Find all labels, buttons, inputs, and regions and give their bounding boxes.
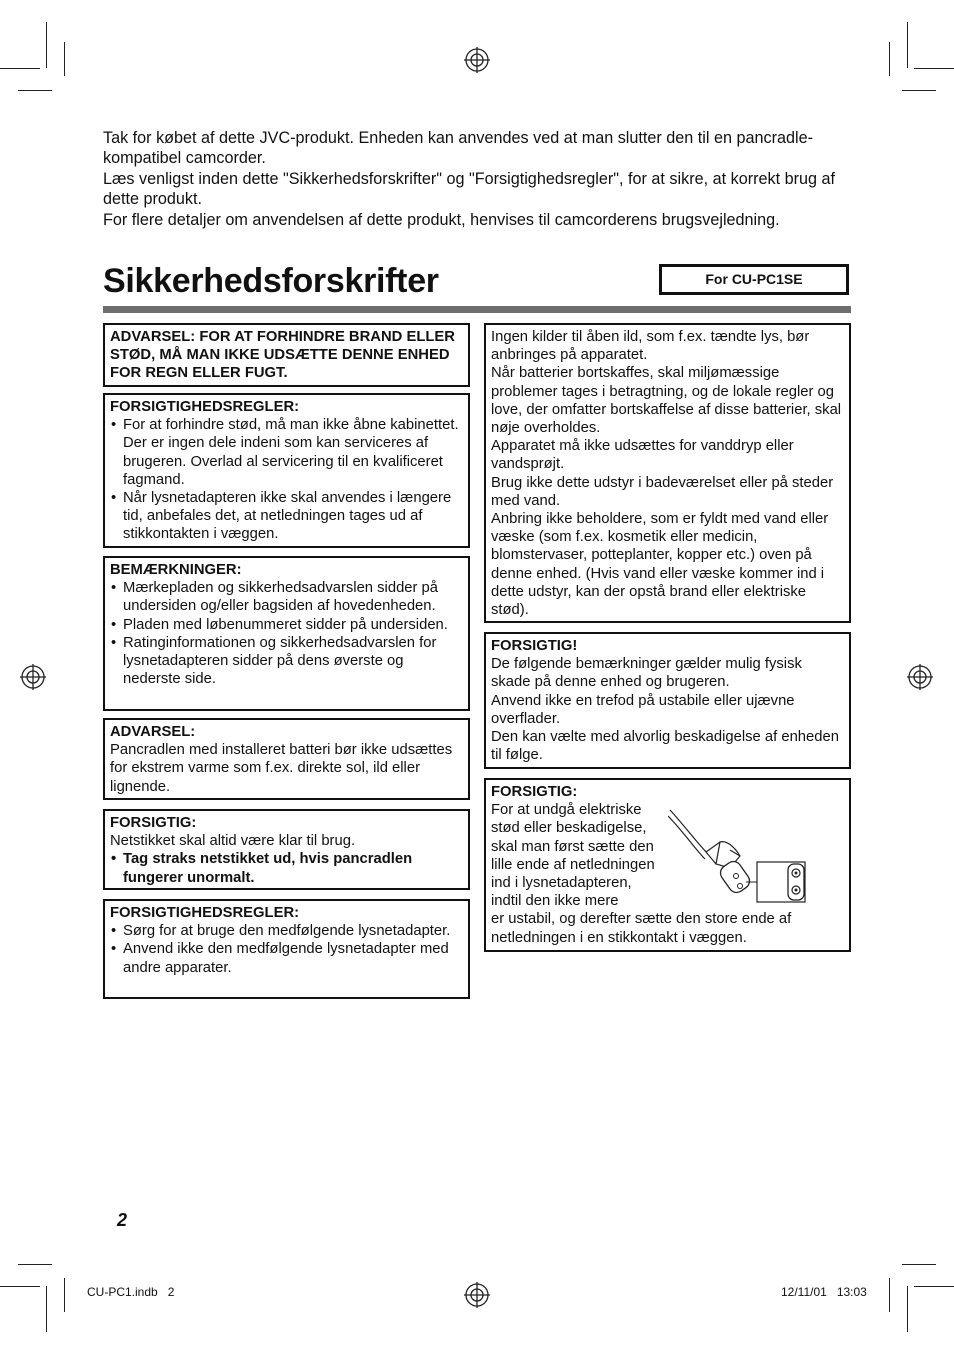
box-heading: ADVARSEL: [110,724,196,740]
power-plug-icon [668,806,810,906]
registration-mark-icon [20,664,46,690]
crop-mark [907,22,908,68]
list-item: • For at forhindre stød, må man ikke åbne kabinettet. Der er ingen dele indeni som kan serviceres af brugeren. Overlad al servicering til en kvalificeret fagmand. [110,416,463,489]
crop-mark [907,1286,908,1332]
list-item: • Ratinginformationen og sikkerhedsadvarslen for lysnetadapteren sidder på dens øverste og nederste side. [110,634,463,689]
crop-mark [914,68,954,69]
box-text: Ingen kilder til åben ild, som f.ex. tændte lys, bør anbringes på apparatet. [491,329,810,364]
crop-mark [902,1264,936,1265]
bullet-list [110,579,463,688]
list-item: • Tag straks netstikket ud, hvis pancradlen fungerer unormalt. [110,850,463,886]
bullet-list [110,416,463,543]
crop-mark [18,90,52,91]
box-heading: FORSIGTIG: [491,784,578,800]
bullet-list [110,922,463,977]
intro-text [103,128,863,230]
box-text-line: ind i lysnetadapteren, [491,875,632,892]
box-text-line: er ustabil, og derefter sætte den store ende af netledningen i en stikkontakt i væggen. [491,911,792,946]
box-heading: FORSIGTIG: [110,815,197,831]
box-text: Den kan vælte med alvorlig beskadigelse af enheden til følge. [491,729,839,764]
crop-mark [889,42,890,76]
crop-mark [18,1264,52,1265]
box-text: Anvend ikke en trefod på ustabile eller ujævne overflader. [491,692,795,727]
caution-box-plug [103,809,470,890]
box-heading: FORSIGTIGHEDSREGLER: [110,399,300,415]
box-text: Apparatet må ikke udsættes for vanddryp eller vandsprøjt. [491,438,794,473]
registration-mark-icon [464,47,490,73]
box-text: Brug ikke dette udstyr i badeværelset eller på steder med vand. [491,474,834,509]
page-number: 2 [117,1210,128,1230]
footer-date: 12/11/01 13:03 [781,1285,867,1299]
crop-mark [889,1278,890,1312]
box-text-line: indtil den ikke mere [491,893,619,910]
precautions-box-adapter [103,899,470,999]
box-text: Pancradlen med installeret batteri bør ikke udsættes for ekstrem varme som f.ex. direkte sol, ild eller lignende. [110,742,453,795]
crop-mark [914,1286,954,1287]
bullet-list [110,850,463,886]
registration-mark-icon [907,664,933,690]
crop-mark [902,90,936,91]
warning-box-rain [103,323,470,387]
crop-mark [0,1286,40,1287]
model-badge: For CU-PC1SE [659,264,849,295]
intro-paragraph: Tak for købet af dette JVC-produkt. Enheden kan anvendes ved at man slutter den til en pancradle-kompatibel camcorder. [103,129,813,168]
precautions-box [103,393,470,548]
list-item: • Når lysnetadapteren ikke skal anvendes i længere tid, anbefales det, at netledningen tages ud af stikkontakten i væggen. [110,489,463,544]
crop-mark [64,1278,65,1312]
intro-paragraph: Læs venligst inden dette "Sikkerhedsforskrifter" og "Forsigtighedsregler", for at sikre, at korrekt brug af dette produkt. [103,169,835,209]
box-text-line: For at undgå elektriske [491,802,642,819]
notes-box [103,556,470,711]
footer-file: CU-PC1.indb 2 [87,1285,175,1299]
registration-mark-icon [464,1282,490,1308]
crop-mark [64,42,65,76]
box-text-line: lille ende af netledningen [491,856,655,873]
crop-mark [46,1286,47,1332]
safety-info-box [484,323,851,623]
warning-box-heat [103,718,470,800]
box-text: Anbring ikke beholdere, som er fyldt med vand eller væske (som f.ex. kosmetik eller medicin, blomstervaser, potteplanter, kopper etc.) oven på denne enhed. (Hvis vand eller væske kommer ind i dette udstyr, kan der opstå brand eller elektriske stød). [491,511,829,619]
box-heading: BEMÆRKNINGER: [110,562,242,578]
list-item: • Pladen med løbenummeret sidder på undersiden. [110,616,463,634]
title-rule [103,306,851,313]
box-heading: FORSIGTIG! [491,638,578,654]
list-item: • Anvend ikke den medfølgende lysnetadapter med andre apparater. [110,940,463,976]
list-item: • Sørg for at bruge den medfølgende lysnetadapter. [110,922,463,940]
crop-mark [0,68,40,69]
crop-mark [46,22,47,68]
intro-paragraph: For flere detaljer om anvendelsen af dette produkt, henvises til camcorderens brugsvejledning. [103,210,780,229]
warning-text: ADVARSEL: FOR AT FORHINDRE BRAND ELLER STØD, MÅ MAN IKKE UDSÆTTE DENNE ENHED FOR REGN ELLER FUGT. [110,329,455,382]
box-text: Netstikket skal altid være klar til brug. [110,833,356,850]
list-item: • Mærkepladen og sikkerhedsadvarslen sidder på undersiden og/eller bagsiden af hovedenheden. [110,579,463,615]
page-title: Sikkerhedsforskrifter [103,262,439,300]
box-text-line: skal man først sætte den [491,838,654,855]
box-text: Når batterier bortskaffes, skal miljømæssige problemer tages i betragtning, og de lokale regler og love, der omfatter bortskaffelse af disse batterier, skal nøje overholdes. [491,365,842,437]
box-text-line: stød eller beskadigelse, [491,820,647,837]
box-text: De følgende bemærkninger gælder mulig fysisk skade på denne enhed og brugeren. [491,656,802,691]
caution-box-tripod [484,632,851,769]
box-heading: FORSIGTIGHEDSREGLER: [110,905,300,921]
